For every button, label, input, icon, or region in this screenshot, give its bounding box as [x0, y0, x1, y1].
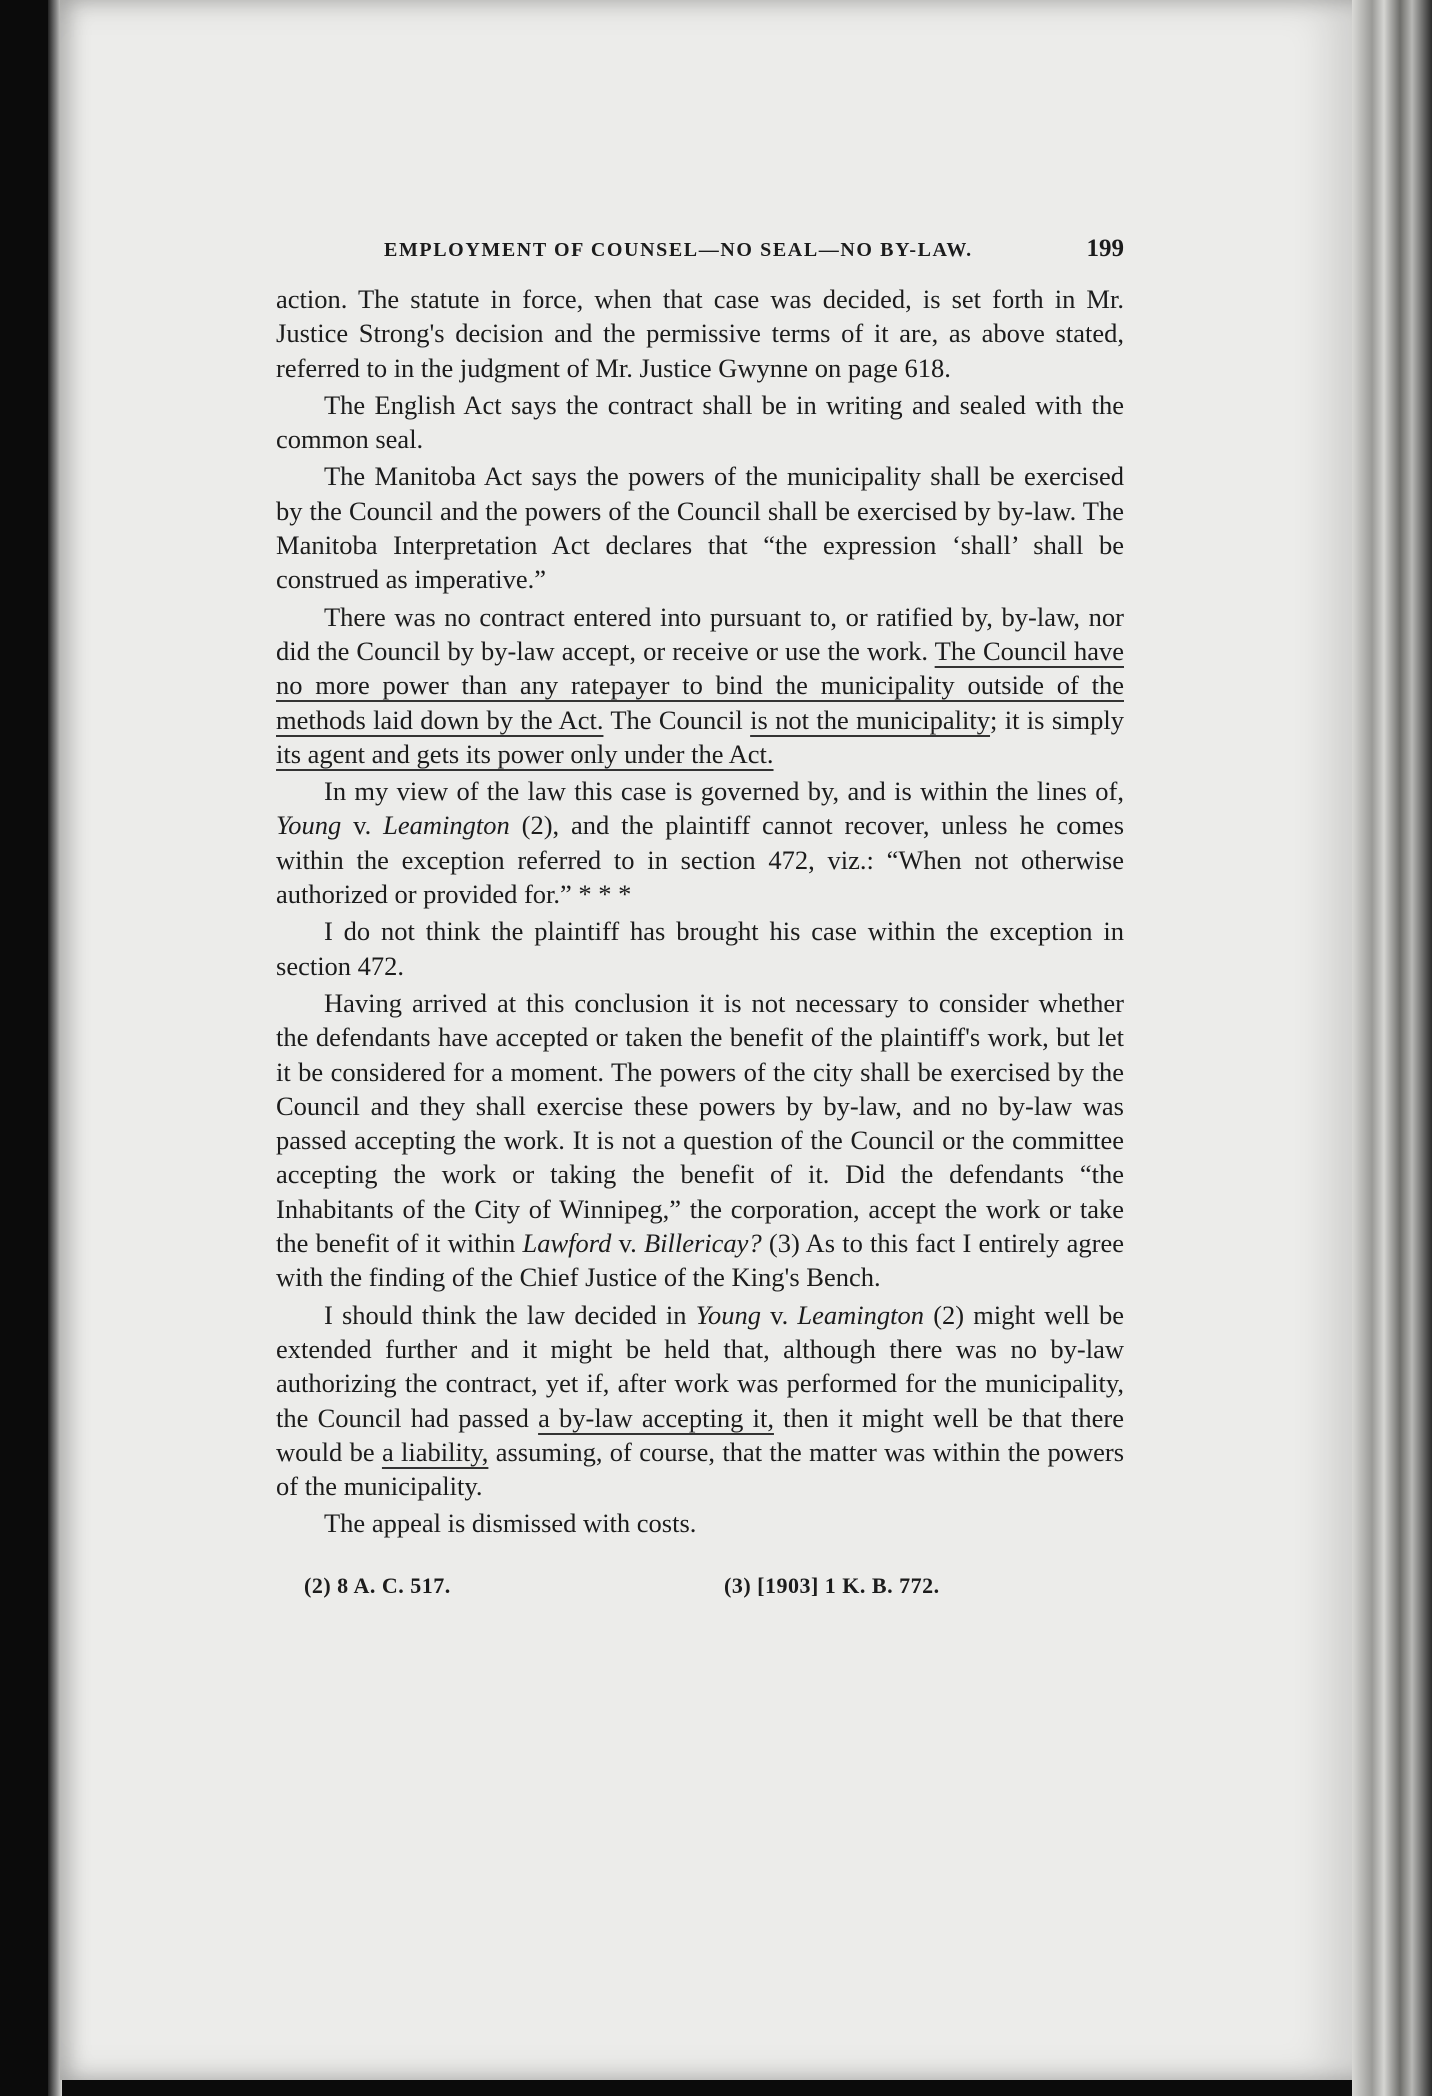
running-head-title: EMPLOYMENT OF COUNSEL—NO SEAL—NO BY-LAW.	[384, 239, 973, 261]
p4-text-b: The Council	[603, 704, 751, 735]
footnotes	[276, 1569, 1124, 1603]
p8-text-a: I should think the law decided in	[324, 1299, 696, 1330]
paragraph-1: action. The statute in force, when that case was decided, is set forth in Mr. Justice Strong's decision and the permissive terms of it are, as above stated, referred to in the judgment of Mr. Justice Gwynne on page 618.	[276, 284, 1124, 383]
running-head	[384, 232, 1124, 272]
p8-case-young: Young	[695, 1299, 761, 1330]
page-number: 199	[1086, 235, 1124, 262]
p5-text-a: In my view of the law this case is governed by, and is within the lines of,	[324, 776, 1124, 807]
p8-case-leamington: Leamington	[797, 1299, 925, 1330]
p5-text-b: (2), and the plaintiff cannot recover, unless he comes within the exception referred to in section 472, viz.: “When not otherwise authorized or provided for.” * * *	[276, 810, 1125, 910]
p7-text-b: (3) As to this fact I entirely agree with the finding of the Chief Justice of the King's Bench.	[276, 1228, 1124, 1293]
p7-v: v.	[611, 1228, 644, 1259]
book-spine	[1352, 0, 1432, 2096]
p7-case-lawford: Lawford	[522, 1228, 612, 1259]
paragraph-2: The English Act says the contract shall be in writing and sealed with the common seal.	[276, 389, 1124, 455]
p4-underlined-1: The Council have no more power than any ratepayer to bind the municipality outside of the methods laid down by the Act.	[276, 635, 1124, 735]
p4-underlined-2: is not the municipality	[750, 704, 991, 735]
p7-case-billericay: Billericay?	[643, 1228, 762, 1259]
p4-text-c: ; it is simply	[990, 704, 1124, 735]
footnote-2: (2) 8 A. C. 517.	[304, 1572, 451, 1598]
p8-underlined-1: a by-law accepting it,	[538, 1402, 774, 1433]
p5-v: v.	[341, 810, 384, 841]
paragraph-4	[276, 600, 1124, 771]
paragraph-9: The appeal is dismissed with costs.	[324, 1508, 697, 1539]
paragraph-5	[276, 774, 1124, 911]
p8-text-b: (2) might well be extended further and it might be held that, although there was no by-law authorizing the contract, yet if, after work was performed for the municipality, the Council had passed	[276, 1299, 1125, 1433]
page-text	[276, 232, 1124, 1603]
p8-v: v.	[760, 1299, 798, 1330]
p5-case-young: Young	[276, 810, 342, 841]
p4-underlined-3: its agent and gets its power only under the Act.	[276, 738, 774, 769]
p8-text-c: then it might well be that there would be	[276, 1402, 1124, 1467]
p7-text-a: Having arrived at this conclusion it is not necessary to consider whether the defendants have accepted or taken the benefit of the plaintiff's work, but let it be considered for a moment. The powers of the city shall be exercised by the Council and they shall exercise these powers by by-law, and no by-law was passed accepting the work. It is not a question of the Council or the committee accepting the work or taking the benefit of it. Did the defendants “the Inhabitants of the City of Winnipeg,” the corporation, accept the work or take the benefit of it within	[276, 987, 1124, 1259]
p8-underlined-2: a liability,	[381, 1436, 489, 1467]
p5-case-leamington: Leamington	[383, 810, 510, 841]
paragraph-8	[276, 1298, 1124, 1504]
paragraph-6: I do not think the plaintiff has brought his case within the exception in section 472.	[276, 916, 1124, 981]
paragraph-3: The Manitoba Act says the powers of the municipality shall be exercised by the Council and the powers of the Council shall be exercised by by-law. The Manitoba Interpretation Act declares that “the expression ‘shall’ shall be construed as imperative.”	[276, 461, 1124, 595]
p8-text-d: assuming, of course, that the matter was within the powers of the municipality.	[276, 1436, 1125, 1502]
p4-text-a: There was no contract entered into pursuant to, or ratified by, by-law, nor did the Council by by-law accept, or receive or use the work.	[276, 601, 1124, 666]
paragraph-7	[276, 986, 1124, 1295]
footnote-3: (3) [1903] 1 K. B. 772.	[724, 1572, 940, 1598]
